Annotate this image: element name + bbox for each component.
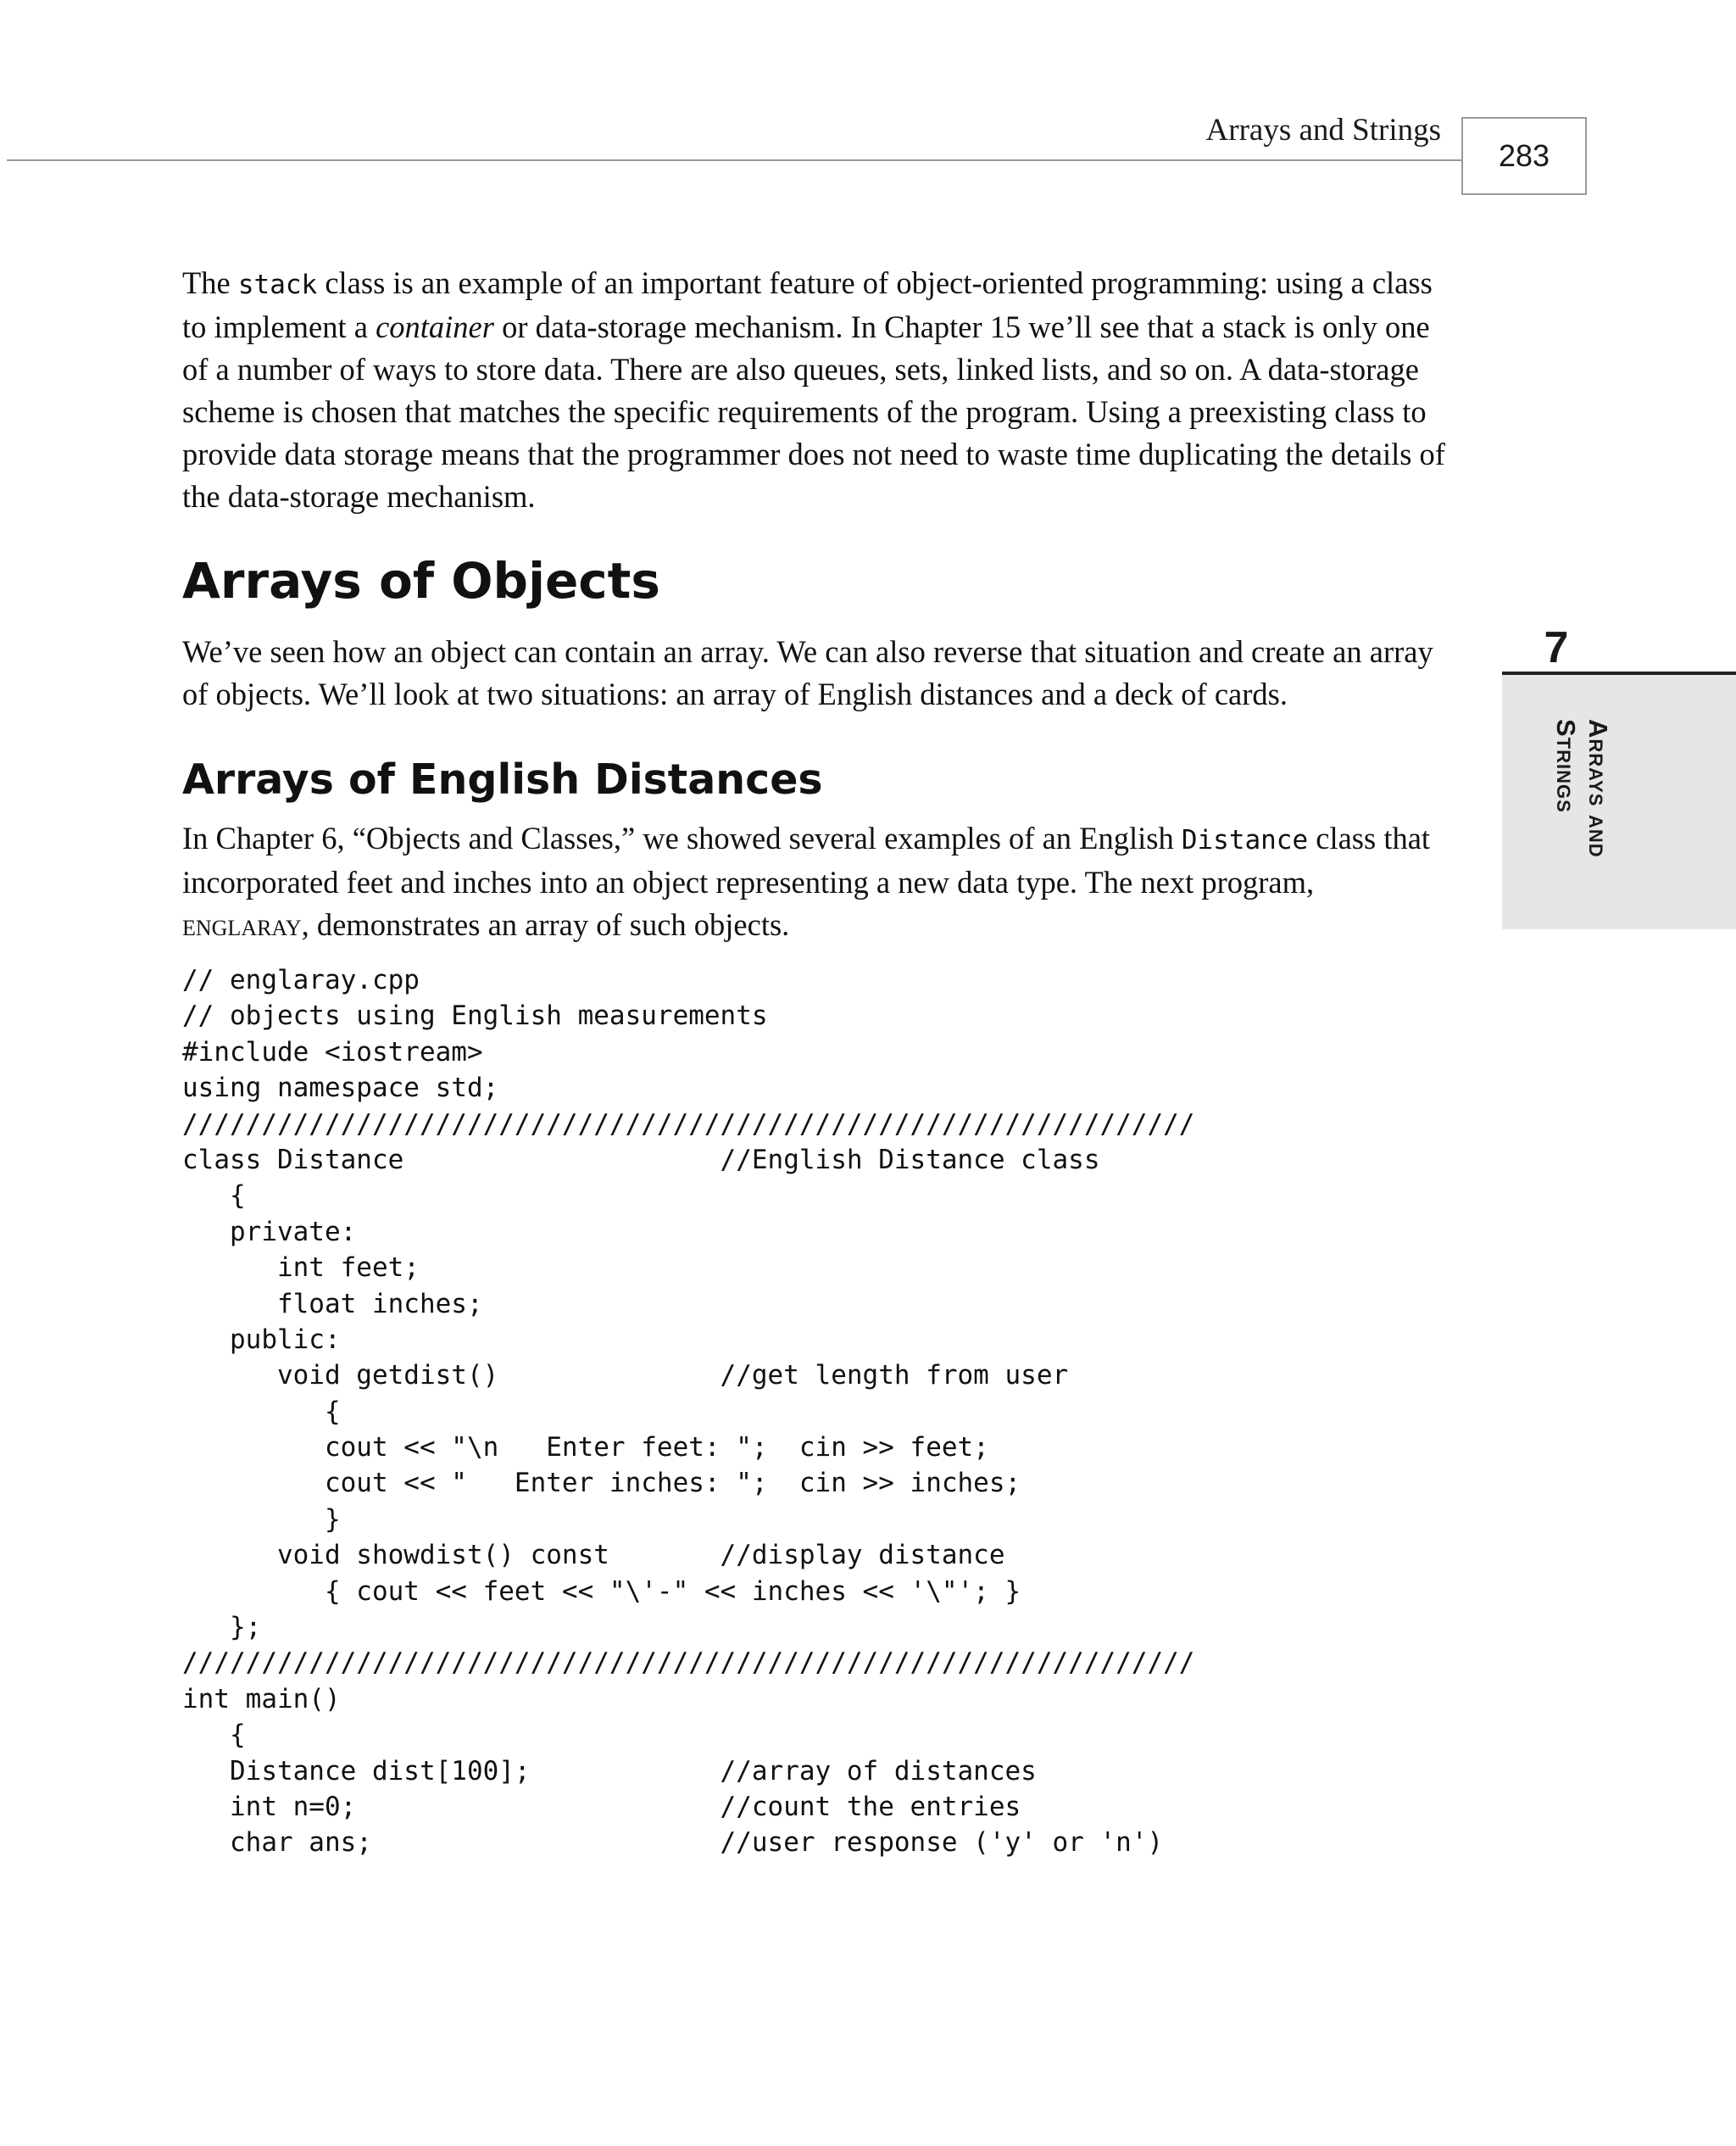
code-line: // englaray.cpp [182, 965, 420, 995]
page-number: 283 [1461, 117, 1587, 195]
thumb-tab-label [1550, 719, 1614, 858]
code-line: { [182, 1720, 246, 1751]
code-line: char ans; //user response ('y' or 'n') [182, 1827, 1164, 1859]
english-text-1: In Chapter 6, “Objects and Classes,” we showed several examples of an English [182, 821, 1182, 856]
thumb-tab-label-line2: Strings [1551, 719, 1581, 813]
header-rule [7, 159, 1461, 161]
code-line: }; [182, 1612, 262, 1643]
running-title: Arrays and Strings [1205, 113, 1441, 148]
code-line: { cout << feet << "\'-" << inches << '\"'; } [182, 1575, 1021, 1607]
code-line: public: [182, 1324, 341, 1355]
intro-paragraph [182, 262, 1445, 518]
code-line: #include <iostream> [182, 1036, 483, 1067]
code-line: { [182, 1180, 246, 1212]
code-line: cout << " Enter inches: "; cin >> inches; [182, 1468, 1021, 1499]
intro-text-3: or data-storage mechanism. In Chapter 15 we’ll see that a stack is only one of a number of ways to store data. There are also queues, sets, linked lists, and so on. A data-storage scheme is chosen that matches the specific requirements of the program. Using a preexisting class to provide data storage means that the programmer does not need to waste time duplicating the details of the data-storage mechanism. [182, 309, 1445, 514]
code-line: //////////////////////////////////////////////////////////////// [182, 1108, 1195, 1140]
english-distances-paragraph [182, 817, 1445, 946]
inline-code-distance: Distance [1181, 825, 1309, 856]
program-name: englaray [182, 907, 302, 942]
code-line: int main() [182, 1683, 341, 1714]
code-line: Distance dist[100]; //array of distances [182, 1755, 1037, 1786]
code-line: cout << "\n Enter feet: "; cin >> feet; [182, 1432, 989, 1463]
inline-code-stack: stack [237, 270, 318, 300]
code-line: float inches; [182, 1288, 483, 1319]
emphasis-container: container [376, 309, 494, 344]
intro-text-2: class is an example of an important feature of object-oriented programming: using a class to implement a [182, 265, 1433, 344]
code-line: void getdist() //get length from user [182, 1360, 1069, 1391]
thumb-tab [1502, 675, 1736, 929]
code-line: int feet; [182, 1252, 420, 1284]
code-line: } [182, 1503, 341, 1535]
thumb-tab-label-line1: Arrays and [1583, 719, 1613, 858]
code-listing [182, 962, 1194, 1861]
code-line: //////////////////////////////////////////////////////////////// [182, 1647, 1195, 1679]
section-heading-arrays-of-objects: Arrays of Objects [182, 552, 660, 610]
chapter-number: 7 [1544, 623, 1569, 672]
code-line: int n=0; //count the entries [182, 1791, 1021, 1822]
code-line: void showdist() const //display distance [182, 1540, 1005, 1571]
english-text-3: , demonstrates an array of such objects. [301, 907, 790, 942]
running-head [0, 0, 1736, 203]
english-text-2: class that incorporated feet and inches into an object representing a new data type. The next program, [182, 821, 1431, 900]
section-heading-english-distances: Arrays of English Distances [182, 755, 823, 804]
code-line: private: [182, 1216, 357, 1247]
intro-text-1: The [182, 265, 238, 300]
code-line: // objects using English measurements [182, 1001, 768, 1032]
code-line: { [182, 1396, 341, 1427]
code-line: class Distance //English Distance class [182, 1144, 1100, 1175]
arrays-of-objects-paragraph: We’ve seen how an object can contain an array. We can also reverse that situation and create an array of objects. We’ll look at two situations: an array of English distances and a deck of cards. [182, 634, 1433, 711]
code-line: using namespace std; [182, 1073, 499, 1104]
